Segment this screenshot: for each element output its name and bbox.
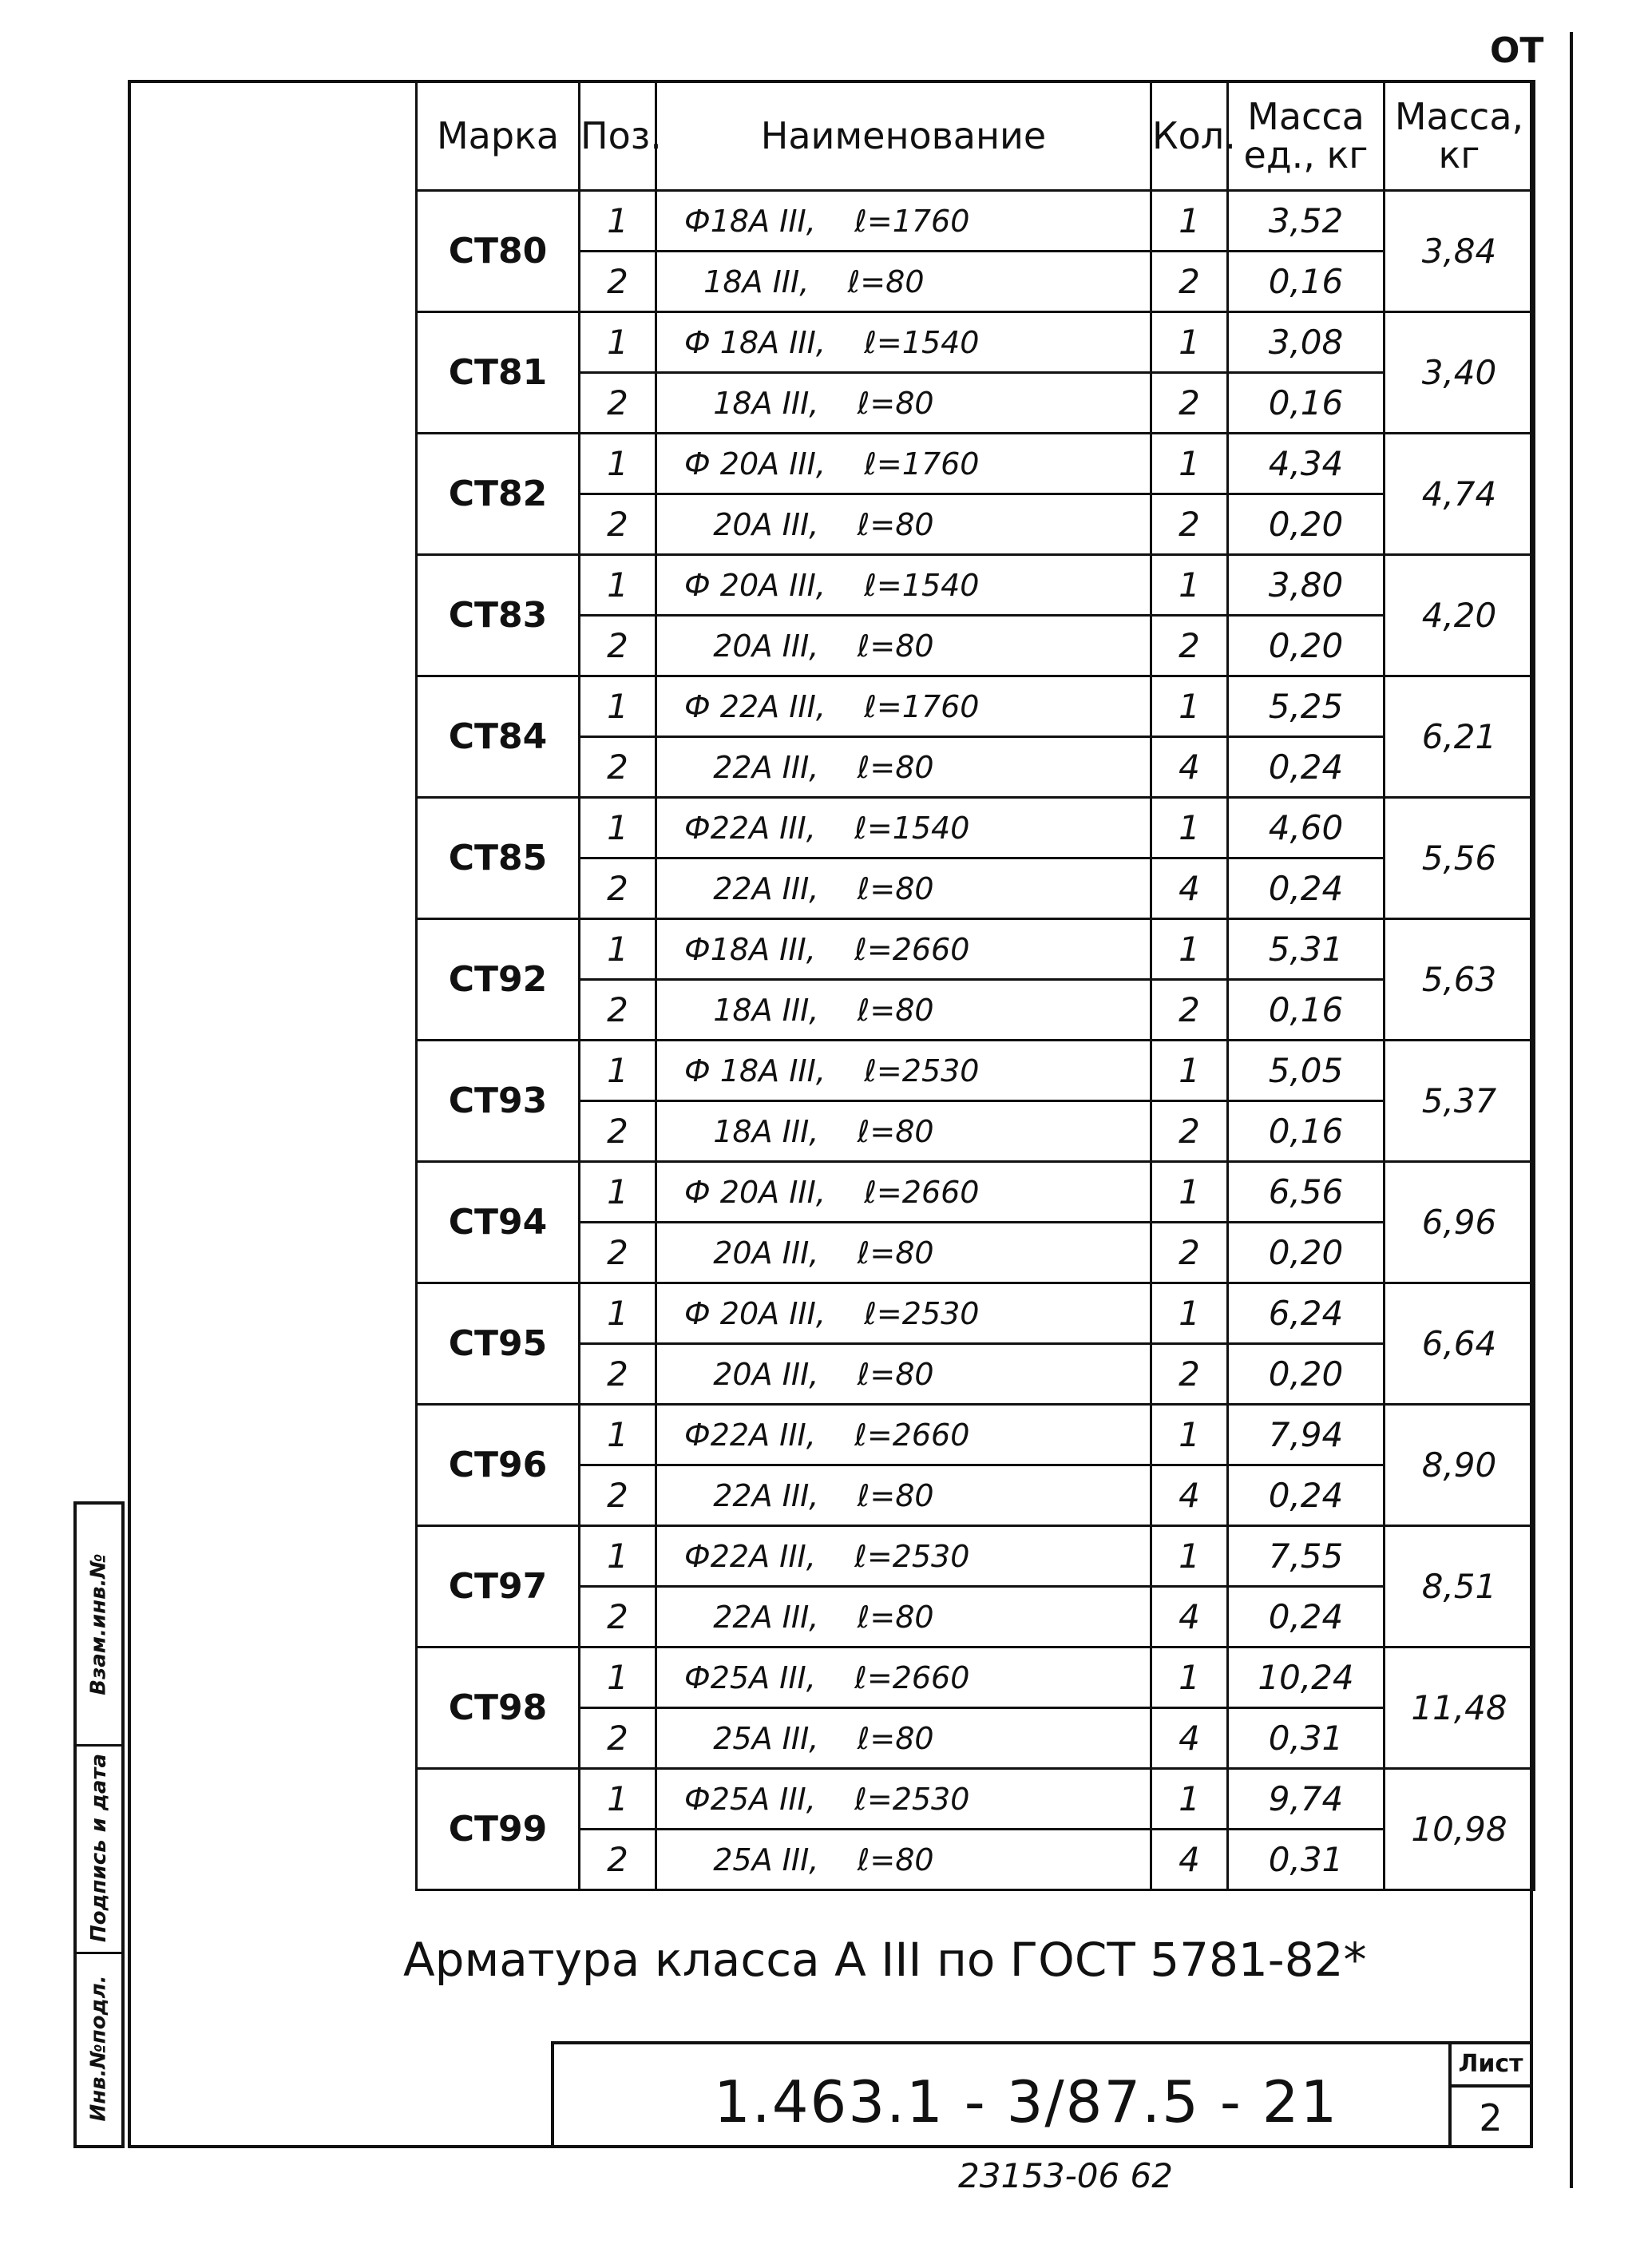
sheet-box [1448, 2044, 1530, 2148]
cell-unit-mass: 6,56 [1228, 1162, 1385, 1223]
cell-qty: 1 [1151, 555, 1228, 616]
cell-pos: 1 [580, 1526, 656, 1587]
table-header-row [417, 81, 1535, 191]
cell-name: Ф22А III, ℓ=2660 [656, 1405, 1151, 1465]
cell-mass: 4,74 [1385, 434, 1535, 555]
cell-qty: 4 [1151, 858, 1228, 919]
cell-pos: 1 [580, 312, 656, 373]
table-row [417, 1041, 1535, 1101]
table-row [417, 798, 1535, 858]
cell-unit-mass: 0,31 [1228, 1830, 1385, 1890]
cell-pos: 2 [580, 1708, 656, 1769]
cell-qty: 1 [1151, 1041, 1228, 1101]
specification-table [415, 80, 1535, 1891]
cell-qty: 1 [1151, 312, 1228, 373]
cell-mark: СТ83 [417, 555, 580, 676]
cell-mass: 3,84 [1385, 191, 1535, 312]
table-row [417, 1769, 1535, 1830]
cell-unit-mass: 7,55 [1228, 1526, 1385, 1587]
cell-pos: 2 [580, 373, 656, 434]
cell-mass: 8,51 [1385, 1526, 1535, 1647]
cell-unit-mass: 3,80 [1228, 555, 1385, 616]
cell-name: 25А III, ℓ=80 [656, 1830, 1151, 1890]
cell-unit-mass: 0,16 [1228, 373, 1385, 434]
cell-pos: 2 [580, 1587, 656, 1647]
header-mass: Масса, кг [1385, 81, 1535, 191]
cell-mass: 11,48 [1385, 1647, 1535, 1769]
cell-name: 22А III, ℓ=80 [656, 1587, 1151, 1647]
table-row [417, 1465, 1535, 1526]
cell-mark: СТ94 [417, 1162, 580, 1283]
cell-mark: СТ96 [417, 1405, 580, 1526]
cell-pos: 2 [580, 1344, 656, 1405]
cell-unit-mass: 5,31 [1228, 919, 1385, 980]
header-unit-mass: Масса ед., кг [1228, 81, 1385, 191]
cell-qty: 4 [1151, 1830, 1228, 1890]
cell-name: 18А III, ℓ=80 [656, 980, 1151, 1041]
header-name: Наименование [656, 81, 1151, 191]
cell-mark: СТ82 [417, 434, 580, 555]
table-row [417, 191, 1535, 252]
cell-mass: 5,63 [1385, 919, 1535, 1041]
cell-unit-mass: 0,24 [1228, 737, 1385, 798]
cell-mark: СТ95 [417, 1283, 580, 1405]
cell-unit-mass: 0,24 [1228, 858, 1385, 919]
cell-pos: 2 [580, 737, 656, 798]
header-qty: Кол. [1151, 81, 1228, 191]
cell-qty: 1 [1151, 798, 1228, 858]
cell-pos: 2 [580, 1223, 656, 1283]
cell-pos: 1 [580, 1647, 656, 1708]
cell-name: Ф22А III, ℓ=1540 [656, 798, 1151, 858]
cell-pos: 2 [580, 1101, 656, 1162]
table-row [417, 434, 1535, 494]
cell-unit-mass: 0,16 [1228, 1101, 1385, 1162]
cell-mass: 6,21 [1385, 676, 1535, 798]
cell-pos: 1 [580, 1283, 656, 1344]
table-row [417, 1162, 1535, 1223]
cell-unit-mass: 6,24 [1228, 1283, 1385, 1344]
cell-qty: 4 [1151, 1465, 1228, 1526]
table-row [417, 980, 1535, 1041]
table-row [417, 1283, 1535, 1344]
table-row [417, 737, 1535, 798]
cell-qty: 2 [1151, 1344, 1228, 1405]
cell-pos: 1 [580, 1162, 656, 1223]
sheet-label: Лист [1452, 2044, 1530, 2088]
cell-unit-mass: 3,08 [1228, 312, 1385, 373]
cell-pos: 1 [580, 555, 656, 616]
cell-unit-mass: 0,31 [1228, 1708, 1385, 1769]
cell-qty: 2 [1151, 1223, 1228, 1283]
cell-name: Ф 22А III, ℓ=1760 [656, 676, 1151, 737]
cell-unit-mass: 5,05 [1228, 1041, 1385, 1101]
header-pos: Поз. [580, 81, 656, 191]
cell-pos: 1 [580, 1769, 656, 1830]
side-stamp-label: Взам.инв.№ [87, 1553, 111, 1695]
side-stamp-cell-sign [77, 1744, 121, 1954]
cell-name: Ф 20А III, ℓ=2660 [656, 1162, 1151, 1223]
cell-unit-mass: 9,74 [1228, 1769, 1385, 1830]
cell-pos: 1 [580, 1041, 656, 1101]
cell-pos: 1 [580, 434, 656, 494]
cell-mass: 10,98 [1385, 1769, 1535, 1890]
cell-unit-mass: 10,24 [1228, 1647, 1385, 1708]
cell-mark: СТ97 [417, 1526, 580, 1647]
cell-qty: 2 [1151, 494, 1228, 555]
table-row [417, 373, 1535, 434]
cell-name: 22А III, ℓ=80 [656, 1465, 1151, 1526]
cell-unit-mass: 0,16 [1228, 980, 1385, 1041]
cell-qty: 1 [1151, 1769, 1228, 1830]
cell-pos: 2 [580, 980, 656, 1041]
cell-mass: 4,20 [1385, 555, 1535, 676]
cell-unit-mass: 3,52 [1228, 191, 1385, 252]
document-code: 1.463.1 - 3/87.5 - 21 [714, 2068, 1339, 2135]
cell-name: Ф 20А III, ℓ=2530 [656, 1283, 1151, 1344]
table-row [417, 252, 1535, 312]
cell-name: Ф25А III, ℓ=2530 [656, 1769, 1151, 1830]
cell-unit-mass: 7,94 [1228, 1405, 1385, 1465]
cell-name: 20А III, ℓ=80 [656, 1223, 1151, 1283]
cell-qty: 1 [1151, 676, 1228, 737]
cell-qty: 4 [1151, 737, 1228, 798]
cell-pos: 2 [580, 252, 656, 312]
cell-unit-mass: 0,20 [1228, 616, 1385, 676]
cell-mark: СТ98 [417, 1647, 580, 1769]
cell-name: Ф 18А III, ℓ=2530 [656, 1041, 1151, 1101]
cell-mass: 3,40 [1385, 312, 1535, 434]
table-row [417, 1587, 1535, 1647]
cell-mass: 5,37 [1385, 1041, 1535, 1162]
cell-mark: СТ80 [417, 191, 580, 312]
cell-mass: 8,90 [1385, 1405, 1535, 1526]
cell-mass: 6,96 [1385, 1162, 1535, 1283]
side-stamp [73, 1501, 125, 2148]
cell-qty: 1 [1151, 1405, 1228, 1465]
cell-name: Ф 18А III, ℓ=1540 [656, 312, 1151, 373]
cell-unit-mass: 4,60 [1228, 798, 1385, 858]
table-row [417, 1405, 1535, 1465]
reinforcement-class-note: Арматура класса А III по ГОСТ 5781-82* [403, 1933, 1367, 1987]
cell-name: 18А III, ℓ=80 [656, 1101, 1151, 1162]
cell-name: Ф22А III, ℓ=2530 [656, 1526, 1151, 1587]
cell-pos: 2 [580, 1465, 656, 1526]
cell-name: 18А III, ℓ=80 [656, 373, 1151, 434]
cell-unit-mass: 0,20 [1228, 1223, 1385, 1283]
cell-unit-mass: 0,16 [1228, 252, 1385, 312]
cell-name: Ф18А III, ℓ=2660 [656, 919, 1151, 980]
cell-qty: 1 [1151, 434, 1228, 494]
table-row [417, 858, 1535, 919]
cell-qty: 4 [1151, 1587, 1228, 1647]
cell-qty: 2 [1151, 373, 1228, 434]
cell-unit-mass: 0,20 [1228, 494, 1385, 555]
table-row [417, 1708, 1535, 1769]
side-stamp-label: Подпись и дата [87, 1753, 112, 1943]
cell-unit-mass: 4,34 [1228, 434, 1385, 494]
cell-qty: 1 [1151, 1526, 1228, 1587]
cell-name: 18А III, ℓ=80 [656, 252, 1151, 312]
corner-number: ОТ [1490, 30, 1544, 71]
table-row [417, 1223, 1535, 1283]
cell-pos: 2 [580, 1830, 656, 1890]
cell-pos: 1 [580, 1405, 656, 1465]
cell-mark: СТ81 [417, 312, 580, 434]
table-row [417, 1526, 1535, 1587]
cell-qty: 1 [1151, 191, 1228, 252]
cell-qty: 2 [1151, 1101, 1228, 1162]
cell-name: 22А III, ℓ=80 [656, 858, 1151, 919]
cell-name: 25А III, ℓ=80 [656, 1708, 1151, 1769]
right-border-line [1570, 32, 1573, 2188]
cell-name: Ф 20А III, ℓ=1540 [656, 555, 1151, 616]
cell-pos: 1 [580, 676, 656, 737]
header-mark: Марка [417, 81, 580, 191]
cell-name: Ф18А III, ℓ=1760 [656, 191, 1151, 252]
side-stamp-cell-orig [77, 1952, 121, 2145]
side-stamp-label: Инв.№подл. [87, 1975, 111, 2122]
cell-pos: 2 [580, 858, 656, 919]
handwritten-note: 23153-06 62 [958, 2156, 1174, 2195]
cell-mark: СТ93 [417, 1041, 580, 1162]
table-row [417, 312, 1535, 373]
cell-mass: 6,64 [1385, 1283, 1535, 1405]
cell-qty: 2 [1151, 252, 1228, 312]
cell-name: Ф25А III, ℓ=2660 [656, 1647, 1151, 1708]
cell-qty: 2 [1151, 980, 1228, 1041]
table-row [417, 1101, 1535, 1162]
cell-unit-mass: 0,24 [1228, 1587, 1385, 1647]
title-block [551, 2041, 1533, 2148]
cell-mark: СТ85 [417, 798, 580, 919]
cell-name: Ф 20А III, ℓ=1760 [656, 434, 1151, 494]
table-row [417, 616, 1535, 676]
table-row [417, 1344, 1535, 1405]
cell-name: 20А III, ℓ=80 [656, 616, 1151, 676]
table-row [417, 555, 1535, 616]
cell-mark: СТ99 [417, 1769, 580, 1890]
cell-pos: 1 [580, 798, 656, 858]
cell-pos: 1 [580, 191, 656, 252]
cell-pos: 2 [580, 494, 656, 555]
cell-name: 20А III, ℓ=80 [656, 494, 1151, 555]
cell-name: 20А III, ℓ=80 [656, 1344, 1151, 1405]
cell-unit-mass: 0,20 [1228, 1344, 1385, 1405]
cell-pos: 2 [580, 616, 656, 676]
cell-qty: 1 [1151, 1283, 1228, 1344]
cell-mass: 5,56 [1385, 798, 1535, 919]
cell-qty: 1 [1151, 919, 1228, 980]
cell-name: 22А III, ℓ=80 [656, 737, 1151, 798]
cell-pos: 1 [580, 919, 656, 980]
cell-qty: 1 [1151, 1162, 1228, 1223]
table-row [417, 494, 1535, 555]
table-row [417, 1830, 1535, 1890]
table-row [417, 676, 1535, 737]
side-stamp-cell-inv [77, 1505, 121, 1747]
table-row [417, 1647, 1535, 1708]
cell-mark: СТ84 [417, 676, 580, 798]
cell-qty: 1 [1151, 1647, 1228, 1708]
sheet-number: 2 [1479, 2096, 1503, 2139]
cell-unit-mass: 0,24 [1228, 1465, 1385, 1526]
cell-mark: СТ92 [417, 919, 580, 1041]
cell-unit-mass: 5,25 [1228, 676, 1385, 737]
cell-qty: 4 [1151, 1708, 1228, 1769]
table-row [417, 919, 1535, 980]
cell-qty: 2 [1151, 616, 1228, 676]
